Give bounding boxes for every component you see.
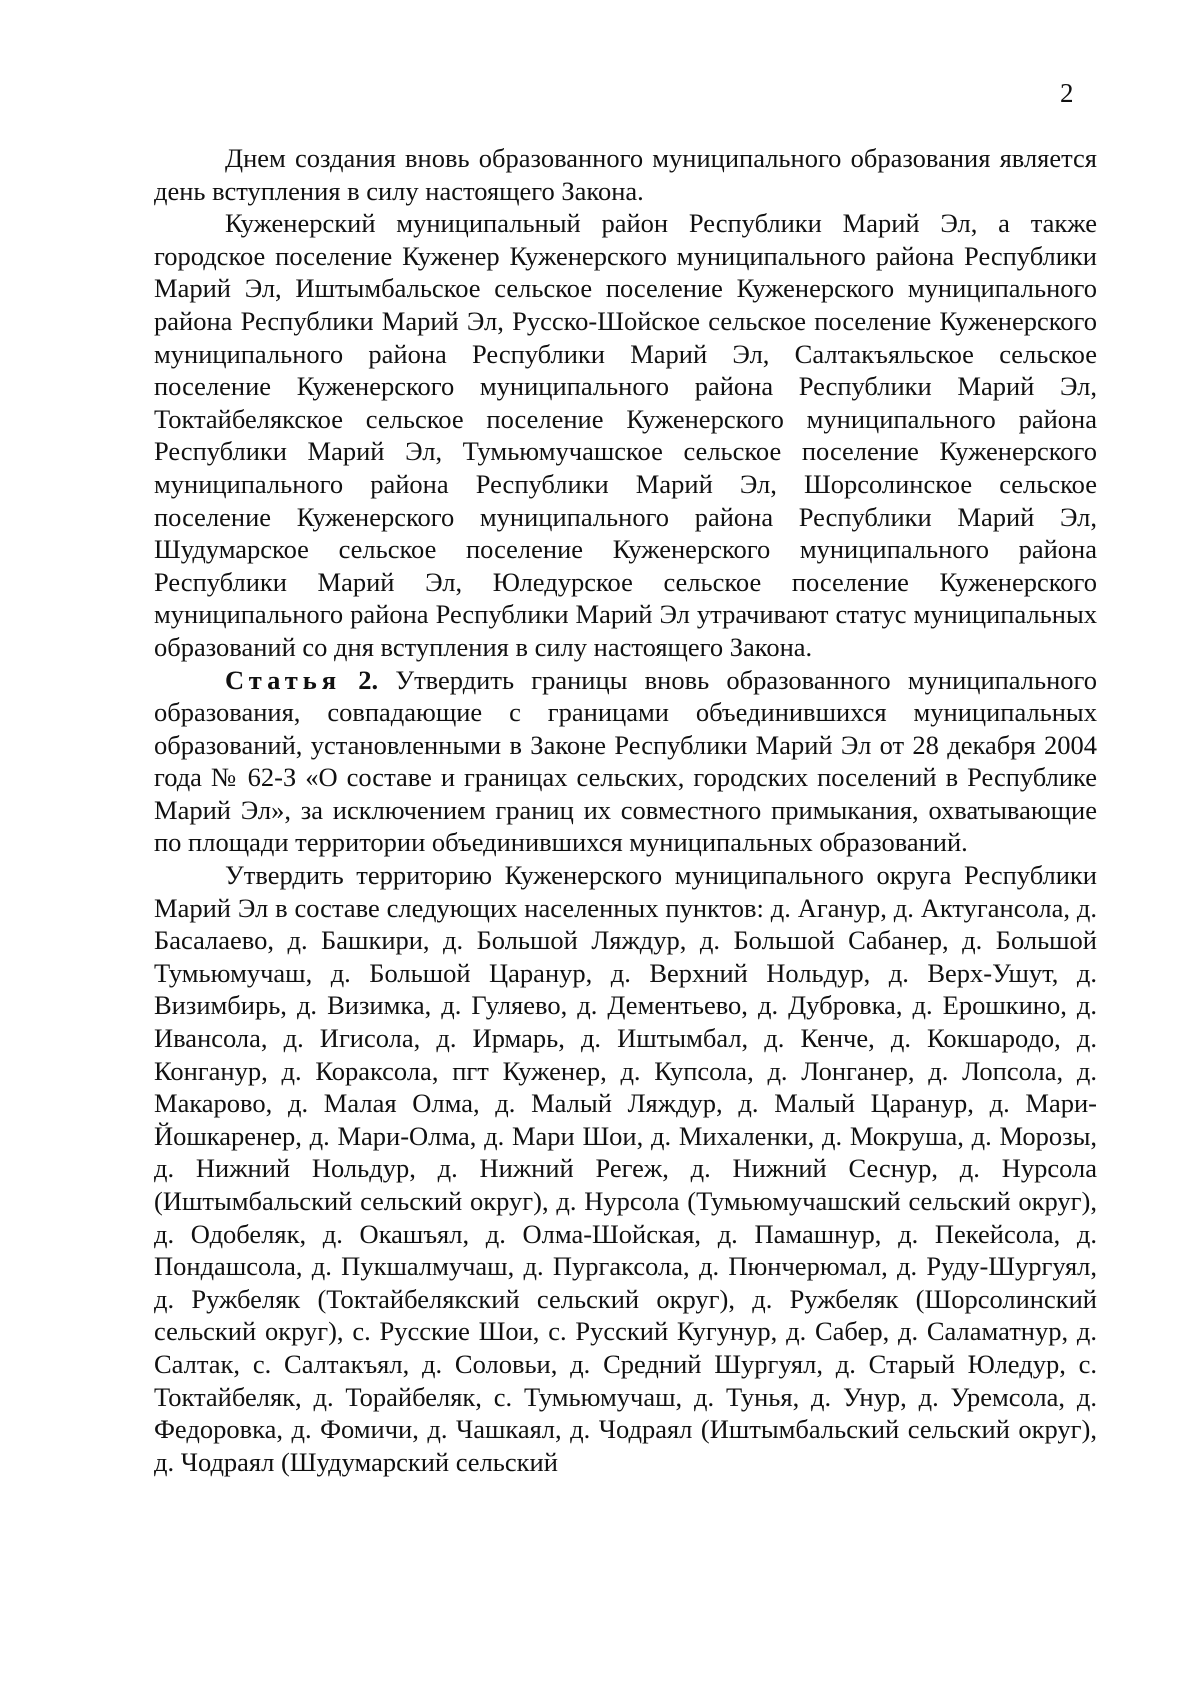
paragraph-territory-list: Утвердить территорию Куженерского муниципального округа Республики Марий Эл в составе следующих населенных пунктов: д. Аганур, д. Актугансола, д. Басалаево, д. Башкири, д. Большой Ляждур, д. Большой Сабанер, д. Большой Тумьюмучаш, д. Большой Царанур, д. Верхний Нольдур, д. Верх-Ушут, д. Визимбирь, д. Визимка, д. Гуляево, д. Дементьево, д. Дубровка, д. Ерошкино, д. Ивансола, д. Игисола, д. Ирмарь, д. Иштымбал, д. Кенче, д. Кокшародо, д. Конганур, д. Кораксола, пгт Куженер, д. Купсола, д. Лонганер, д. Лопсола, д. Макарово, д. Малая Олма, д. Малый Ляждур, д. Малый Царанур, д. Мари-Йошкаренер, д. Мари-Олма, д. Мари Шои, д. Михаленки, д. Мокруша, д. Морозы, д. Нижний Нольдур, д. Нижний Регеж, д. Нижний Сеснур, д. Нурсола (Иштымбальский сельский округ), д. Нурсола (Тумьюмучашский сельский округ), д. Одобеляк, д. Окашъял, д. Олма-Шойская, д. Памашнур, д. Пекейсола, д. Пондашсола, д. Пукшалмучаш, д. Пургаксола, д. Пюнчерюмал, д. Руду-Шургуял, д. Ружбеляк (Токтайбелякский сельский округ), д. Ружбеляк (Шорсолинский сельский округ), с. Русские Шои, с. Русский Кугунур, д. Сабер, д. Саламатнур, д. Салтак, с. Салтакъял, д. Соловьи, д. Средний Шургуял, д. Старый Юледур, с. Токтайбеляк, д. Торайбеляк, с. Тумьюмучаш, д. Тунья, д. Унур, д. Уремсола, д. Федоровка, д. Фомичи, д. Чашкаял, д. Чодраял (Иштымбальский сельский округ), д. Чодраял (Шудумарский сельский — [154, 860, 1097, 1477]
article-2-paragraph — [154, 664, 1097, 860]
paragraph-status-loss: Куженерский муниципальный район Республики Марий Эл, а также городское поселение Куженер Куженерского муниципального района Республики Марий Эл, Иштымбальское сельское поселение Куженерского муниципального района Республики Марий Эл, Русско-Шойское сельское поселение Куженерского муниципального района Республики Марий Эл, Салтакъяльское сельское поселение Куженерского муниципального района Республики Марий Эл, Токтайбелякское сельское поселение Куженерского муниципального района Республики Марий Эл, Тумьюмучашское сельское поселение Куженерского муниципального района Республики Марий Эл, Шорсолинское сельское поселение Куженерского муниципального района Республики Марий Эл, Шудумарское сельское поселение Куженерского муниципального района Республики Марий Эл, Юледурское сельское поселение Куженерского муниципального района Республики Марий Эл утрачивают статус муниципальных образований со дня вступления в силу настоящего Закона. — [154, 208, 1097, 662]
article-2-text: Утвердить границы вновь образованного муниципального образования, совпадающие с границами объединившихся муниципальных образований, установленными в Законе Республики Марий Эл от 28 декабря 2004 года № 62-З «О составе и границах сельских, городских поселений в Республике Марий Эл», за исключением границ их совместного примыкания, охватывающие по площади территории объединившихся муниципальных образований. — [154, 664, 1097, 858]
document-body — [154, 142, 1097, 1478]
paragraph-creation-date: Днем создания вновь образованного муниципального образования является день вступления в силу настоящего Закона. — [154, 143, 1097, 206]
page-number: 2 — [1060, 78, 1074, 108]
article-heading: Статья — [225, 664, 342, 695]
article-number: 2. — [358, 664, 379, 695]
